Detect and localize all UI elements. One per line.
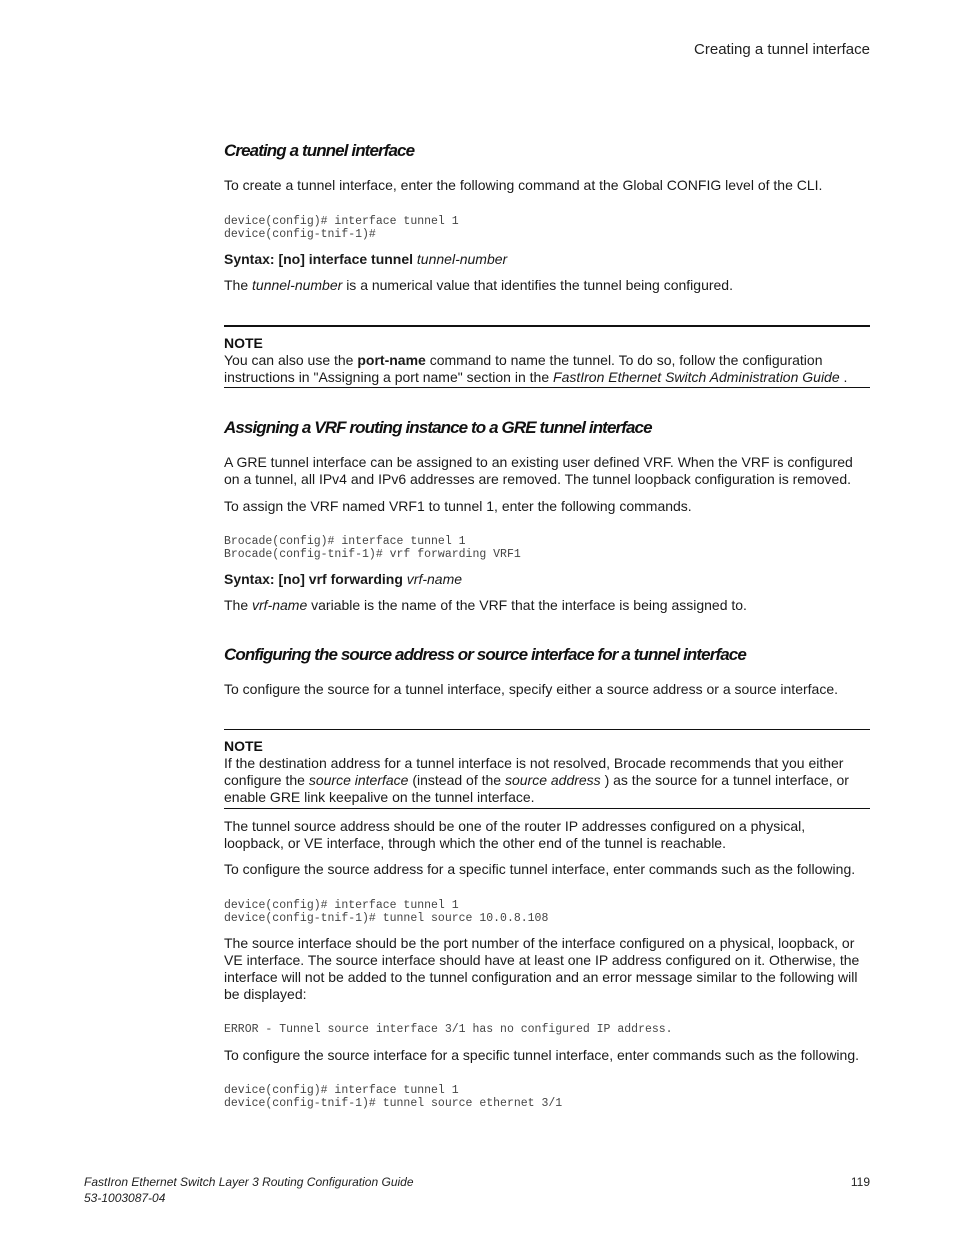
desc-variable: tunnel-number [252,277,343,293]
note-italic-term: source address [504,772,601,788]
code-line: device(config)# interface tunnel 1 [224,899,459,912]
note-text: (instead of the [412,772,502,788]
code-block-vrf [224,536,521,561]
code-line: Brocade(config)# interface tunnel 1 [224,535,466,548]
note-top-rule [224,729,870,730]
section-heading-source: Configuring the source address or source interface for a tunnel interface [224,645,746,664]
note-title: NOTE [224,335,263,351]
note-bold-command: port-name [357,352,426,368]
note-bottom-rule [224,387,870,388]
footer-page-number: 119 [850,1175,870,1189]
note-top-rule [224,325,870,327]
note-text: . [843,369,848,385]
syntax-line [224,251,870,268]
code-error-message: ERROR - Tunnel source interface 3/1 has no configured IP address. [224,1023,673,1036]
desc-prefix: The [224,597,249,613]
section-intro: To configure the source for a tunnel interface, specify either a source address or a source interface. [224,681,838,697]
note-text: If the destination address for a tunnel interface is not resolved, Brocade recommends that you either configure the [224,755,844,788]
code-block-source-interface [224,1085,562,1110]
desc-text: variable is the name of the VRF that the interface is being assigned to. [311,597,747,613]
paragraph: To assign the VRF named VRF1 to tunnel 1, enter the following commands. [224,498,692,514]
paragraph: The source interface should be the port number of the interface configured on a physical, loopback, or VE interface. The source interface should have at least one IP address configured on it. Otherwise, the interface will not be added to the tunnel configuration and an error message similar to the following will be displayed: [224,935,860,1002]
code-block-source-address [224,900,548,925]
note-guide-title: FastIron Ethernet Switch Administration Guide [553,369,840,385]
running-header: Creating a tunnel interface [694,41,870,58]
note-text: ) as the source for a tunnel interface, or enable GRE link keepalive on the tunnel interface. [224,772,849,805]
code-line: device(config-tnif-1)# [224,227,376,241]
syntax-description [224,277,870,294]
note-title: NOTE [224,738,263,754]
syntax-variable: tunnel-number [416,251,508,267]
code-block-create-tunnel [224,216,459,241]
section-intro: To create a tunnel interface, enter the following command at the Global CONFIG level of the CLI. [224,177,823,193]
code-line: device(config-tnif-1)# tunnel source 10.0.8.108 [224,911,549,925]
note-body [224,352,854,386]
footer-guide-title: FastIron Ethernet Switch Layer 3 Routing Configuration Guide [84,1175,414,1189]
syntax-variable: vrf-name [406,571,463,587]
desc-variable: vrf-name [252,597,308,613]
syntax-line [224,571,870,588]
syntax-label: Syntax: [no] interface tunnel [224,251,414,267]
syntax-label: Syntax: [no] vrf forwarding [224,571,403,587]
section-heading-vrf: Assigning a VRF routing instance to a GRE tunnel interface [224,418,652,437]
syntax-description [224,597,870,614]
paragraph: To configure the source address for a specific tunnel interface, enter commands such as the following. [224,861,856,877]
desc-text: is a numerical value that identifies the tunnel being configured. [346,277,733,293]
paragraph: To configure the source interface for a specific tunnel interface, enter commands such as the following. [224,1047,860,1063]
note-text: You can also use the [224,352,354,368]
code-line: device(config)# interface tunnel 1 [224,1084,459,1097]
note-text: command to name the tunnel. To do so, follow the configuration instructions in "Assigning a port name" section in the [224,352,823,385]
note-bottom-rule [224,808,870,809]
code-line: device(config-tnif-1)# tunnel source ethernet 3/1 [224,1096,563,1110]
paragraph: The tunnel source address should be one of the router IP addresses configured on a physical, loopback, or VE interface, through which the other end of the tunnel is reachable. [224,818,806,851]
code-line: device(config)# interface tunnel 1 [224,215,459,228]
note-body [224,755,870,806]
code-line: Brocade(config-tnif-1)# vrf forwarding VRF1 [224,547,521,561]
note-italic-term: source interface [308,772,409,788]
paragraph: A GRE tunnel interface can be assigned to an existing user defined VRF. When the VRF is configured on a tunnel, all IPv4 and IPv6 addresses are removed. The tunnel loopback configuration is removed. [224,454,853,487]
footer-doc-number: 53-1003087-04 [84,1191,166,1205]
desc-prefix: The [224,277,249,293]
section-heading-creating-tunnel: Creating a tunnel interface [224,141,415,160]
